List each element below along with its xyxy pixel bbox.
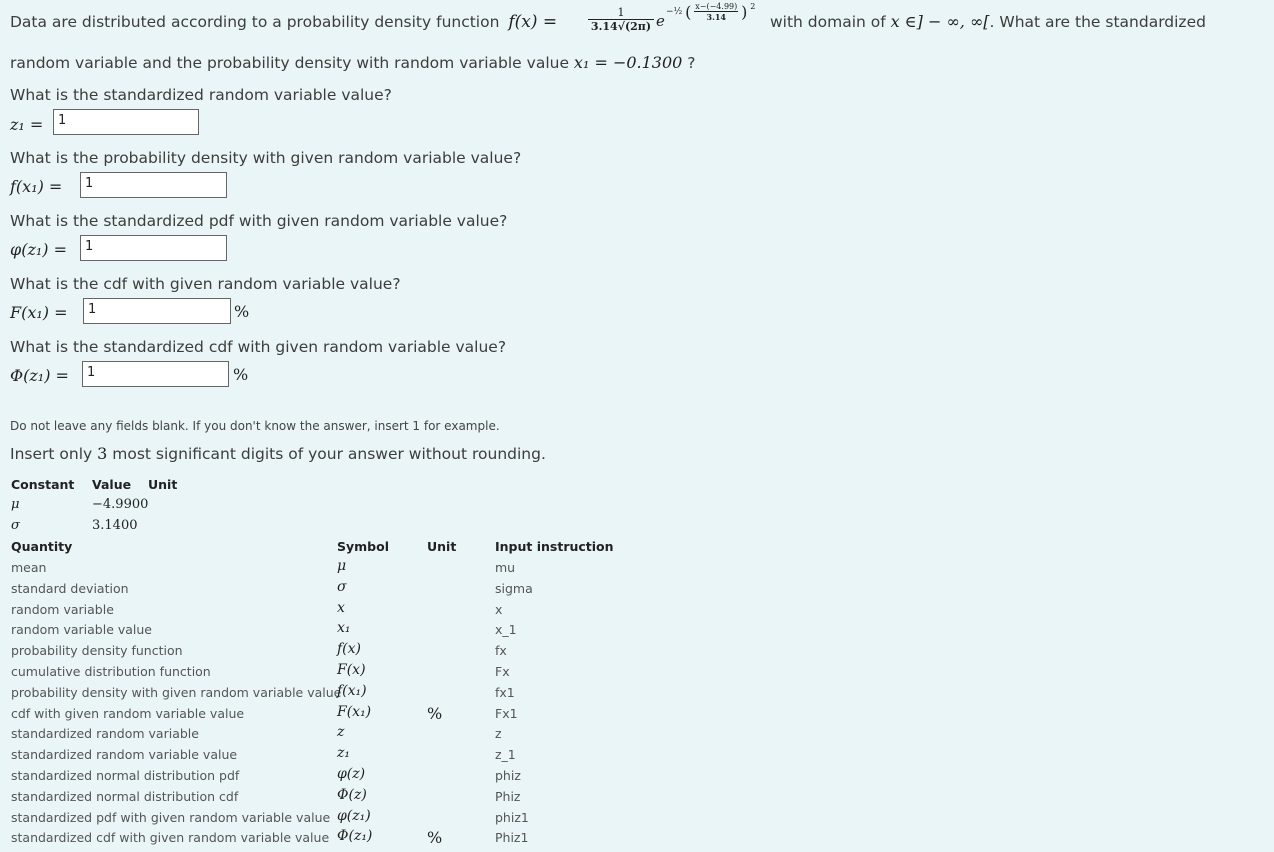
- exponent-fraction-denominator: 3.14: [706, 12, 726, 22]
- pdf-fraction-denominator: 3.14√(2π): [590, 20, 652, 33]
- quantity-row-name: standard deviation: [11, 580, 129, 596]
- prompt-Fx1: What is the cdf with given random variable value?: [10, 275, 401, 293]
- quantity-row-symbol: x₁: [337, 620, 351, 637]
- answer-Fx1-input[interactable]: 1: [83, 298, 231, 324]
- quantity-row-symbol: φ(z): [337, 766, 366, 782]
- label-phiz1: φ(z₁) =: [10, 240, 68, 259]
- quantity-row-symbol: σ: [337, 578, 347, 595]
- answer-phiz1-input[interactable]: 1: [80, 235, 227, 261]
- quantity-row-input: z: [495, 726, 502, 742]
- quantity-row-symbol: f(x): [337, 641, 362, 658]
- prompt-z1: What is the standardized random variable value?: [10, 86, 392, 104]
- quantity-row-symbol: Φ(z₁): [337, 828, 373, 845]
- x1-value: x₁ = −0.1300: [573, 53, 683, 72]
- quantity-row-symbol: F(x₁): [337, 703, 372, 720]
- constant-value-sigma: 3.1400: [92, 518, 138, 533]
- domain-math: x ∈] − ∞, ∞[: [890, 12, 990, 31]
- pdf-formula-lhs: f(x) =: [508, 12, 558, 32]
- quantity-row-input: sigma: [495, 580, 533, 596]
- label-fx1: f(x₁) =: [10, 177, 63, 196]
- quantity-row-symbol: z₁: [337, 745, 350, 762]
- pdf-fraction-numerator: 1: [588, 6, 654, 20]
- question-line2-text: random variable and the probability density with random variable value: [10, 54, 569, 72]
- quantity-row-input: fx: [495, 643, 507, 659]
- quantities-header-quantity: Quantity: [11, 539, 73, 554]
- quantity-row-symbol: Φ(z): [337, 786, 367, 803]
- note-digits-count: 3: [97, 444, 108, 463]
- pdf-exponential-base: e: [656, 12, 665, 30]
- quantity-row-input: x_1: [495, 622, 517, 638]
- quantity-row-unit: %: [427, 703, 443, 723]
- quantity-row-name: probability density function: [11, 643, 183, 659]
- quantity-row-input: z_1: [495, 747, 516, 763]
- quantity-row-name: standardized random variable: [11, 726, 199, 742]
- quantities-header-input: Input instruction: [495, 539, 614, 554]
- constant-value-mu: −4.9900: [92, 497, 149, 512]
- quantity-row-name: standardized normal distribution cdf: [11, 788, 239, 804]
- note-digits-b: most significant digits of your answer without rounding.: [112, 445, 546, 463]
- note-significant-digits: [10, 444, 546, 463]
- domain-after: . What are the standardized: [989, 13, 1206, 31]
- quantity-row-name: mean: [11, 560, 47, 575]
- exponent-fraction-numerator: x−(−4.99): [695, 2, 738, 11]
- quantity-row-name: standardized random variable value: [11, 747, 238, 763]
- exponent-power: 2: [750, 2, 756, 11]
- question-line2: [10, 53, 696, 72]
- constant-symbol-mu: μ: [11, 497, 20, 512]
- quantity-row-symbol: F(x): [337, 662, 366, 678]
- unit-percent-Fx1: %: [234, 302, 250, 321]
- note-digits-a: Insert only: [10, 445, 93, 463]
- domain-text: with domain of: [770, 13, 886, 31]
- quantity-row-name: standardized pdf with given random variable value: [11, 809, 331, 825]
- exponent-neg-half: −½: [666, 7, 683, 17]
- quantity-row-input: Phiz: [495, 788, 521, 804]
- quantity-row-name: cumulative distribution function: [11, 664, 211, 679]
- quantities-header-unit: Unit: [427, 539, 457, 554]
- pdf-formula-fraction: [588, 6, 654, 33]
- quantity-row-input: phiz: [495, 768, 521, 783]
- quantity-row-unit: %: [427, 828, 443, 848]
- prompt-Phiz1: What is the standardized cdf with given random variable value?: [10, 338, 507, 356]
- quantity-row-input: mu: [495, 560, 516, 575]
- quantity-row-name: random variable: [11, 601, 114, 617]
- constant-symbol-sigma: σ: [11, 518, 20, 533]
- quantity-row-symbol: z: [337, 724, 345, 741]
- quantity-row-name: random variable value: [11, 622, 152, 638]
- note-no-blank: Do not leave any fields blank. If you don't know the answer, insert 1 for example.: [10, 419, 500, 433]
- quantity-row-name: probability density with given random variable value: [11, 684, 342, 700]
- unit-percent-Phiz1: %: [233, 365, 249, 384]
- constants-header-unit: Unit: [148, 477, 178, 492]
- constants-header-value: Value: [92, 477, 132, 492]
- question-mark: ?: [687, 54, 696, 72]
- domain-statement: [770, 12, 1206, 31]
- prompt-fx1: What is the probability density with given random variable value?: [10, 149, 522, 167]
- answer-z1-input[interactable]: 1: [53, 109, 199, 135]
- question-intro: [10, 12, 557, 32]
- label-z1: z₁ =: [10, 115, 44, 134]
- quantity-row-symbol: x: [337, 599, 345, 616]
- quantity-row-input: Fx: [495, 664, 510, 679]
- quantities-header-symbol: Symbol: [337, 539, 389, 554]
- quantity-row-input: Fx1: [495, 705, 518, 721]
- constants-header-constant: Constant: [11, 477, 75, 492]
- answer-Phiz1-input[interactable]: 1: [82, 361, 229, 387]
- quantity-row-symbol: φ(z₁): [337, 807, 371, 824]
- label-Phiz1: Φ(z₁) =: [10, 366, 69, 385]
- quantity-row-name: cdf with given random variable value: [11, 705, 245, 721]
- quantity-row-name: standardized cdf with given random variable value: [11, 830, 330, 846]
- quantity-row-input: Phiz1: [495, 830, 529, 846]
- quantity-row-name: standardized normal distribution pdf: [11, 768, 240, 783]
- quantity-row-input: x: [495, 601, 503, 617]
- quantity-row-symbol: f(x₁): [337, 682, 367, 699]
- quantity-row-symbol: μ: [337, 558, 347, 574]
- answer-fx1-input[interactable]: 1: [80, 172, 227, 198]
- label-Fx1: F(x₁) =: [10, 303, 68, 322]
- question-intro-text: Data are distributed according to a probability density function: [10, 13, 500, 31]
- quantity-row-input: phiz1: [495, 809, 529, 825]
- prompt-phiz1: What is the standardized pdf with given random variable value?: [10, 212, 508, 230]
- quantity-row-input: fx1: [495, 684, 515, 700]
- pdf-exponent: −½ ( $\frac{x-(-4.99)}{3.14}$ ) $^2$: [666, 2, 756, 22]
